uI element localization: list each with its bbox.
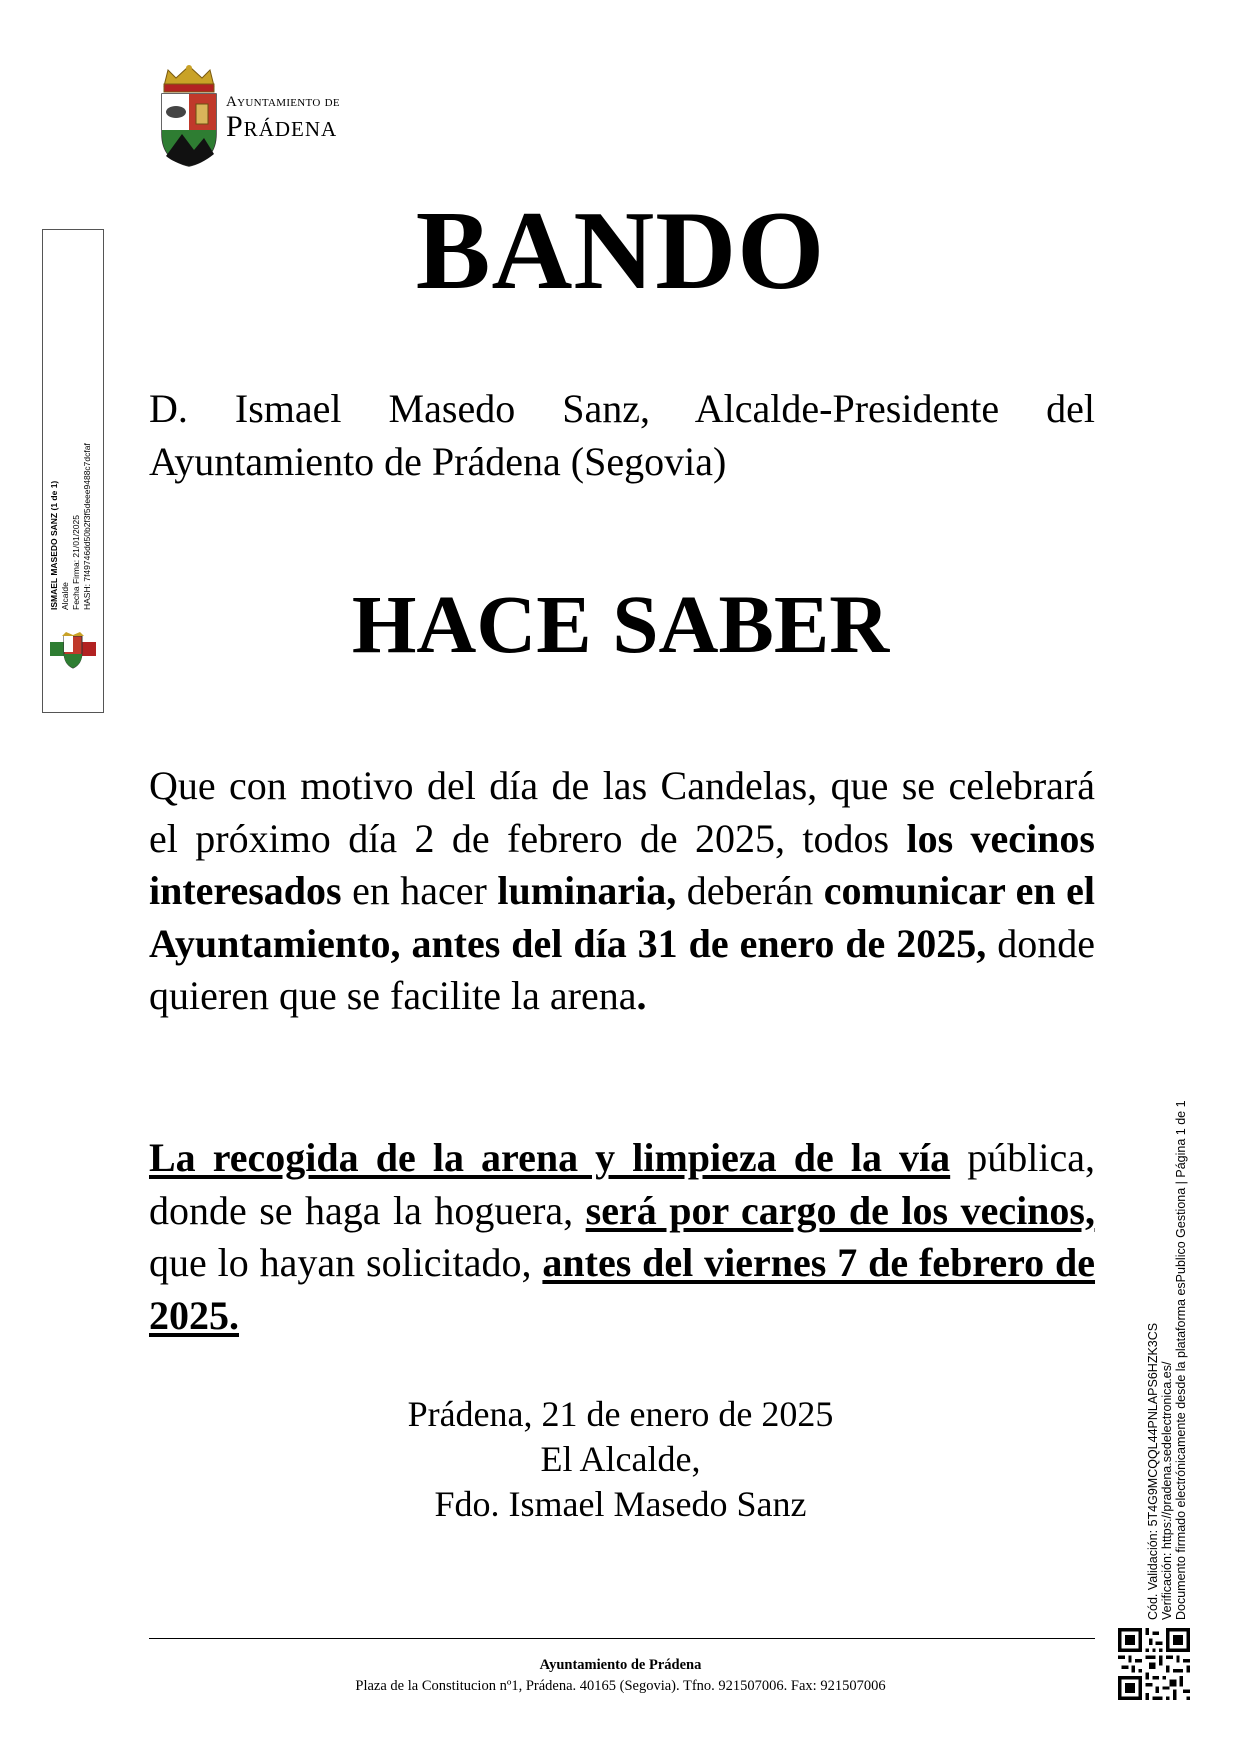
footer-address: Plaza de la Constitucion nº1, Prádena. 40165 (Segovia). Tfno. 921507006. Fax: 921507006 — [355, 1678, 886, 1694]
signoff-role: El Alcalde, — [540, 1439, 701, 1479]
place-date: Prádena, 21 de enero de 2025 — [407, 1394, 834, 1434]
org-prefix: Ayuntamiento de — [226, 94, 340, 110]
p1-bold-3: comunicar en el Ayuntamiento, antes del día 31 de enero de 2025, — [149, 868, 1095, 966]
signoff-name: Fdo. Ismael Masedo Sanz — [434, 1484, 807, 1524]
signer-role: Alcalde — [60, 582, 70, 610]
document-title: BANDO — [415, 189, 826, 313]
signature-date: Fecha Firma: 21/01/2025 — [71, 515, 81, 610]
p2-underline-3: antes del viernes 7 de febrero de 2025. — [149, 1240, 1096, 1338]
announcement-paragraph — [149, 760, 1095, 1023]
p1-bold-1: los vecinos interesados — [149, 815, 1095, 914]
intro-paragraph: D. Ismael Masedo Sanz, Alcalde-Presidente del Ayuntamiento de Prádena (Segovia) — [149, 386, 1095, 484]
p1-text-2: en hacer — [341, 868, 498, 914]
verification-note: Documento firmado electrónicamente desde la plataforma esPublico Gestiona | Página 1 de 1 — [1174, 1100, 1188, 1620]
signoff-block — [0, 1392, 1241, 1527]
p1-bold-2: luminaria, — [497, 868, 677, 914]
footer-divider — [149, 1638, 1095, 1639]
validation-code: Cód. Validación: 5T4G9MCQQL44PNLAPS6HZK3CS — [1146, 1322, 1160, 1620]
p1-text-4: donde quieren que se facilite la arena — [149, 920, 1095, 1019]
p1-text-3: deberán — [676, 868, 824, 914]
responsibility-paragraph — [149, 1132, 1095, 1342]
p2-underline-1: La recogida de la arena y limpieza de la vía — [149, 1135, 951, 1180]
footer-org-name: Ayuntamiento de Prádena — [539, 1657, 702, 1673]
p2-text-1: pública, donde se haga la hoguera, — [149, 1135, 1095, 1233]
footer — [0, 1655, 1241, 1697]
municipal-logo — [158, 64, 368, 168]
document-subtitle: HACE SABER — [351, 578, 890, 670]
signature-hash: HASH: 7f49746dd50b2f3f5deee9488c7dcfaf — [82, 443, 92, 610]
p1-bold-4: . — [636, 973, 647, 1019]
p2-text-2: que lo hayan solicitado, — [149, 1240, 543, 1286]
coat-of-arms-icon — [158, 64, 220, 168]
verification-url: Verificación: https://pradena.sedelectronica.es/ — [1160, 1361, 1174, 1620]
p2-underline-2: será por cargo de los vecinos, — [585, 1187, 1095, 1233]
verification-block — [1146, 1092, 1196, 1622]
qr-code-icon[interactable] — [1118, 1628, 1190, 1700]
signer-name: ISMAEL MASEDO SANZ (1 de 1) — [49, 480, 59, 610]
p1-text-1: Que con motivo del día de las Candelas, que se celebrará el próximo día 2 de febrero de 2025, todos — [149, 763, 1095, 861]
org-name: Prádena — [226, 110, 338, 143]
